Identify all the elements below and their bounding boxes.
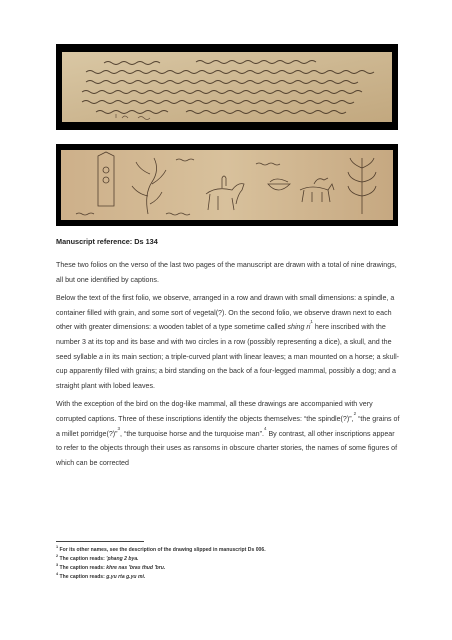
- footnote-ref-4: 4: [263, 425, 267, 431]
- manuscript-reference-heading: Manuscript reference: Ds 134: [56, 237, 158, 246]
- footnote-2: $^2$ The caption reads: 'phang 2 bya.: [56, 554, 139, 562]
- footnote-divider: [56, 541, 144, 542]
- footnote-ref-3: 3: [117, 425, 121, 431]
- body-text: [56, 258, 400, 474]
- seed-syllable: a: [98, 352, 103, 361]
- footnote-4: $^4$ The caption reads: g.yu rta g.yu mi.: [56, 572, 146, 580]
- folio-text-image: [56, 44, 398, 130]
- paragraph-description: Below the text of the first folio, we observe, arranged in a row and drawn with small dimensions: a spindle, a container filled with grain, and some sort of vegetal(?). On the second folio, we observe drawn next to each other with greater dimensions: a wooden tablet of a type sometime called shing $ri^1$ here inscribed with the number 3 at its top and its base and with two circles in a row (possibly representing a dice), a skull, and the seed syllable a in its main section; a triple-curved plant with linear leaves; a man mounted on a horse; a skull-cup apparently filled with grains; a bird standing on the back of a four-legged mammal, possibly a dog; and a straight plant with lobed leaves.: [56, 294, 400, 390]
- paragraph-captions: With the exception of the bird on the dog-like mammal, all these drawings are accompanied with very corrupted captions. Three of these inscriptions identify the objects themselves: “the spindle(?)”,$^2$ “the grains of a millet porridge(?)”$^3$, “the turquoise horse and the turquoise man”.$^4$ By contrast, all other inscriptions appear to refer to the objects through their uses as ransoms in obscure charter stories, the names of some figures of which can be corrected: [56, 400, 400, 467]
- folio-drawings-image: [56, 144, 398, 226]
- paragraph-intro: These two folios on the verso of the last two pages of the manuscript are drawn with a total of nine drawings, all but one identified by captions.: [56, 261, 397, 284]
- footnote-3: $^3$ The caption reads: khre nas 'bras thud 'bru.: [56, 563, 166, 571]
- footnote-ref-2: 2: [353, 410, 357, 416]
- footnote-1: $^1$ For its other names, see the description of the drawing slipped in manuscript Ds 006.: [56, 545, 266, 553]
- term-shing-ri: shing ri: [287, 323, 311, 332]
- footnote-ref-1: 1: [310, 319, 313, 325]
